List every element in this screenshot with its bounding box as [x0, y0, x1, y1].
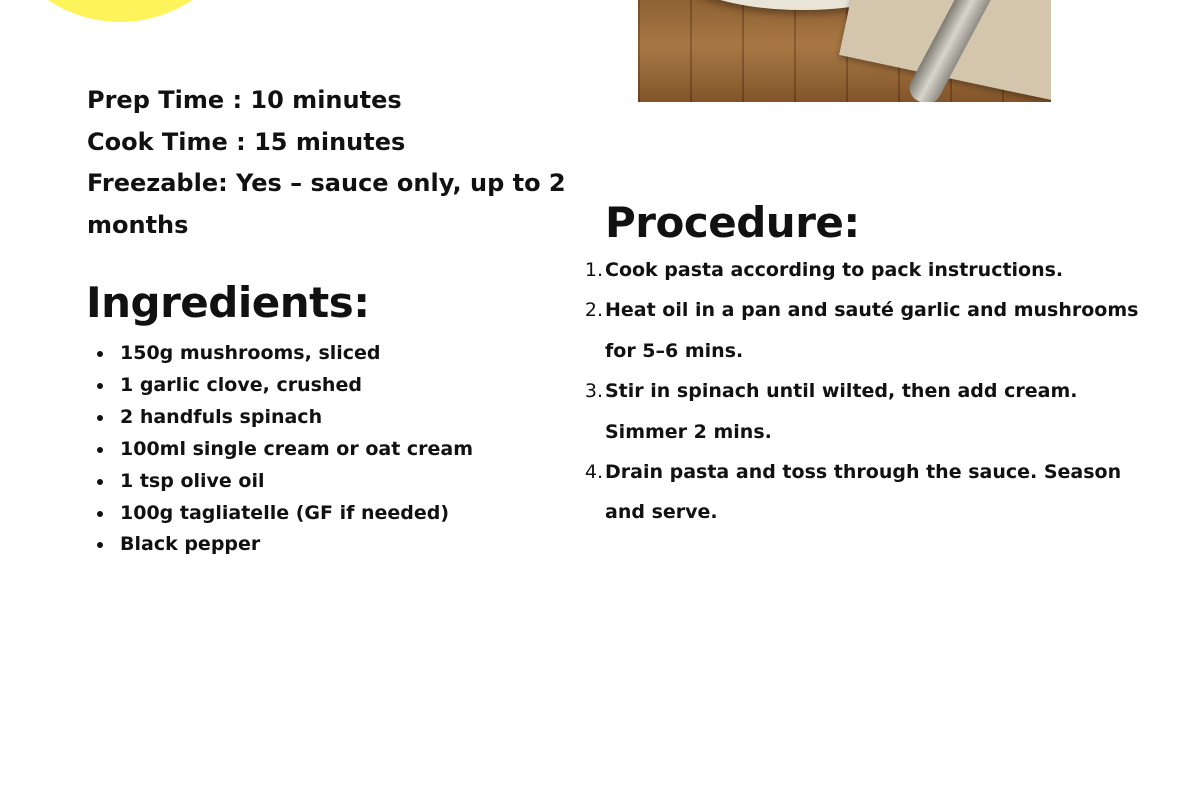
procedure-steps-list	[575, 250, 1165, 533]
ingredient-text: Black pepper	[120, 533, 261, 556]
step-number: 3.	[584, 380, 603, 403]
procedure-step	[575, 250, 1165, 290]
cook-time: Cook Time : 15 minutes	[87, 127, 406, 156]
bullet-icon	[97, 351, 103, 357]
ingredient-item	[96, 529, 473, 561]
ingredient-item	[96, 338, 473, 370]
step-text: Cook pasta according to pack instructions.	[605, 259, 1064, 281]
ingredient-text: 1 garlic clove, crushed	[120, 373, 362, 396]
bullet-icon	[97, 383, 103, 389]
ingredient-item	[96, 434, 473, 466]
bullet-icon	[97, 447, 103, 453]
procedure-step	[575, 371, 1165, 452]
ingredient-text: 2 handfuls spinach	[120, 405, 323, 428]
freezable-info: Freezable: Yes – sauce only, up to 2 months	[87, 169, 566, 239]
procedure-heading: Procedure:	[605, 198, 860, 247]
procedure-step	[575, 290, 1165, 371]
ingredient-text: 100g tagliatelle (GF if needed)	[120, 501, 450, 524]
bullet-icon	[97, 479, 103, 485]
recipe-meta	[87, 80, 587, 246]
bullet-icon	[97, 542, 103, 548]
ingredient-item	[96, 402, 473, 434]
ingredient-item	[96, 498, 473, 530]
ingredient-item	[96, 466, 473, 498]
ingredient-text: 150g mushrooms, sliced	[120, 342, 381, 364]
ingredient-text: 1 tsp olive oil	[120, 469, 265, 492]
ingredients-heading: Ingredients:	[86, 278, 370, 327]
procedure-step	[575, 452, 1165, 533]
step-number: 4.	[584, 461, 603, 484]
ingredient-item	[96, 370, 473, 402]
step-number: 2.	[584, 299, 603, 322]
step-number: 1.	[584, 259, 603, 281]
bullet-icon	[97, 415, 103, 421]
step-text: Drain pasta and toss through the sauce. Season and serve.	[605, 461, 1122, 524]
step-text: Stir in spinach until wilted, then add cream. Simmer 2 mins.	[605, 380, 1078, 443]
bullet-icon	[97, 511, 103, 517]
ingredients-list	[96, 338, 473, 561]
pasta-dish-photo	[638, 0, 1051, 102]
prep-time: Prep Time : 10 minutes	[87, 86, 402, 114]
ingredient-text: 100ml single cream or oat cream	[120, 437, 474, 460]
step-text: Heat oil in a pan and sauté garlic and mushrooms for 5–6 mins.	[605, 299, 1139, 362]
decorative-yellow-circle	[0, 0, 250, 22]
